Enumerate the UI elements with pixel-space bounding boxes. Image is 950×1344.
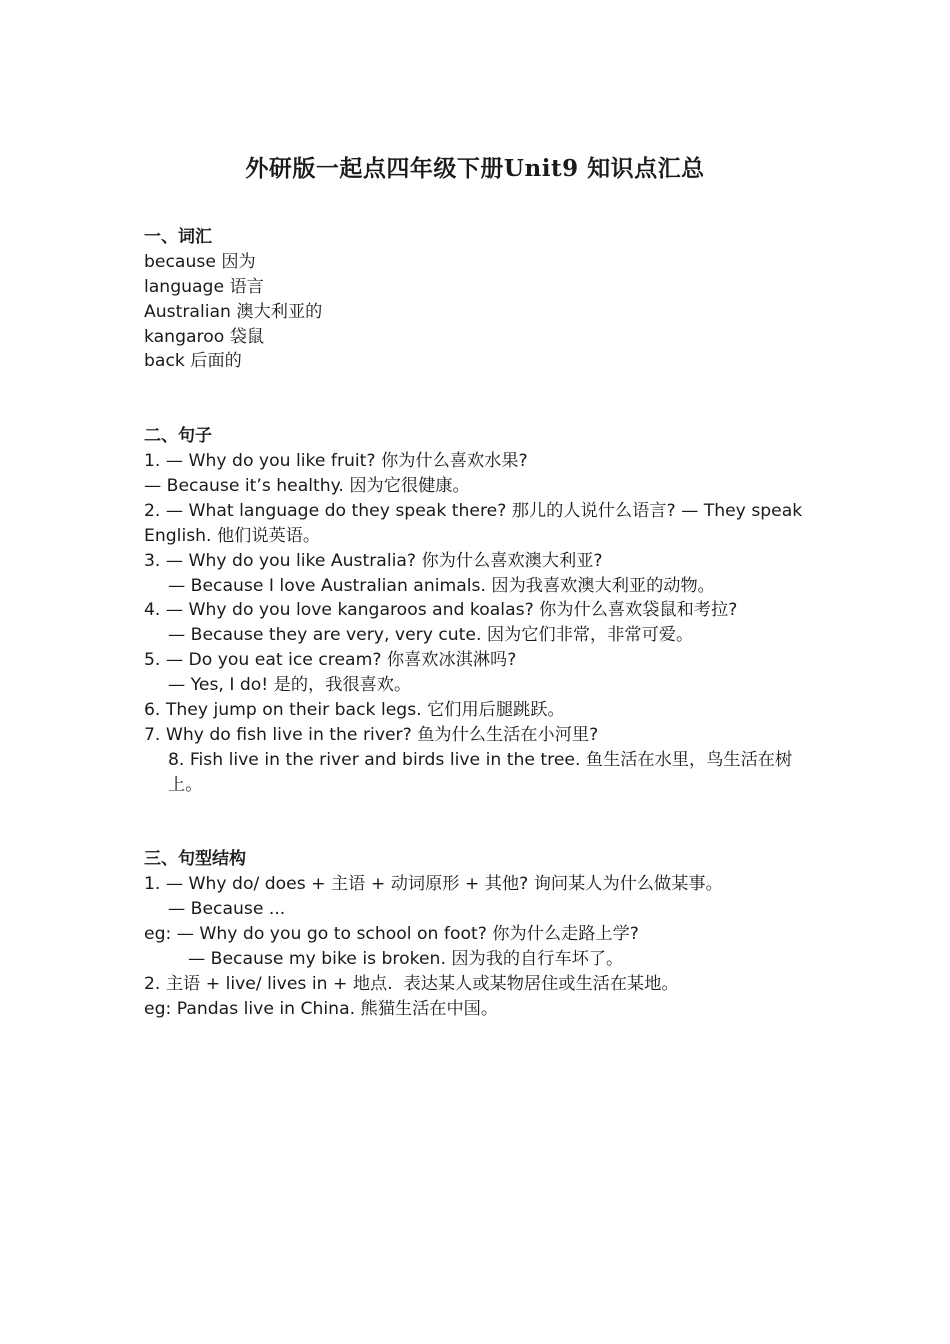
sentence-line: — Because I love Australian animals. 因为我喜欢澳大利亚的动物。 bbox=[168, 575, 715, 596]
structure-line: eg: Pandas live in China. 熊猫生活在中国。 bbox=[144, 998, 499, 1019]
sentence-line: 7. Why do fish live in the river? 鱼为什么生活在小河里? bbox=[144, 724, 599, 745]
sentence-line: 4. — Why do you love kangaroos and koalas? 你为什么喜欢袋鼠和考拉? bbox=[144, 600, 738, 621]
structure-line: 2. 主语 + live/ lives in + 地点. 表达某人或某物居住或生活在某地。 bbox=[144, 973, 679, 994]
sentence-line: 5. — Do you eat ice cream? 你喜欢冰淇淋吗? bbox=[144, 650, 517, 671]
sentence-line: — Because it’s healthy. 因为它很健康。 bbox=[144, 475, 470, 496]
structure-line: eg: — Why do you go to school on foot? 你为什么走路上学? bbox=[144, 924, 639, 945]
sentence-line: 1. — Why do you like fruit? 你为什么喜欢水果? bbox=[144, 451, 528, 472]
vocab-item: back 后面的 bbox=[144, 351, 242, 372]
structure-line: 1. — Why do/ does + 主语 + 动词原形 + 其他? 询问某人为什么做某事。 bbox=[144, 874, 723, 895]
vocab-item: Australian 澳大利亚的 bbox=[144, 301, 323, 322]
sentence-line: — Because they are very, very cute. 因为它们非常，非常可爱。 bbox=[168, 625, 694, 646]
structures-heading: 三、句型结构 bbox=[144, 849, 246, 870]
sentence-line: 8. Fish live in the river and birds live in the tree. 鱼生活在水里，鸟生活在树上。 bbox=[168, 749, 793, 795]
sentence-line: 2. — What language do they speak there? 那儿的人说什么语言? — They speak English. 他们说英语。 bbox=[144, 500, 803, 546]
document-title: 外研版一起点四年级下册Unit9 知识点汇总 bbox=[245, 155, 705, 182]
structure-line: — Because ... bbox=[168, 899, 286, 920]
sentence-line: — Yes, I do! 是的，我很喜欢。 bbox=[168, 675, 412, 696]
sentences-heading: 二、句子 bbox=[144, 426, 212, 447]
vocab-item: kangaroo 袋鼠 bbox=[144, 326, 265, 347]
sentence-line: 3. — Why do you like Australia? 你为什么喜欢澳大利亚? bbox=[144, 550, 603, 571]
vocab-item: language 语言 bbox=[144, 276, 264, 297]
sentence-line: 6. They jump on their back legs. 它们用后腿跳跃。 bbox=[144, 699, 565, 720]
structure-line: — Because my bike is broken. 因为我的自行车坏了。 bbox=[188, 948, 624, 969]
vocab-heading: 一、词汇 bbox=[144, 227, 212, 247]
vocab-item: because 因为 bbox=[144, 251, 256, 272]
document-body bbox=[144, 225, 814, 1022]
